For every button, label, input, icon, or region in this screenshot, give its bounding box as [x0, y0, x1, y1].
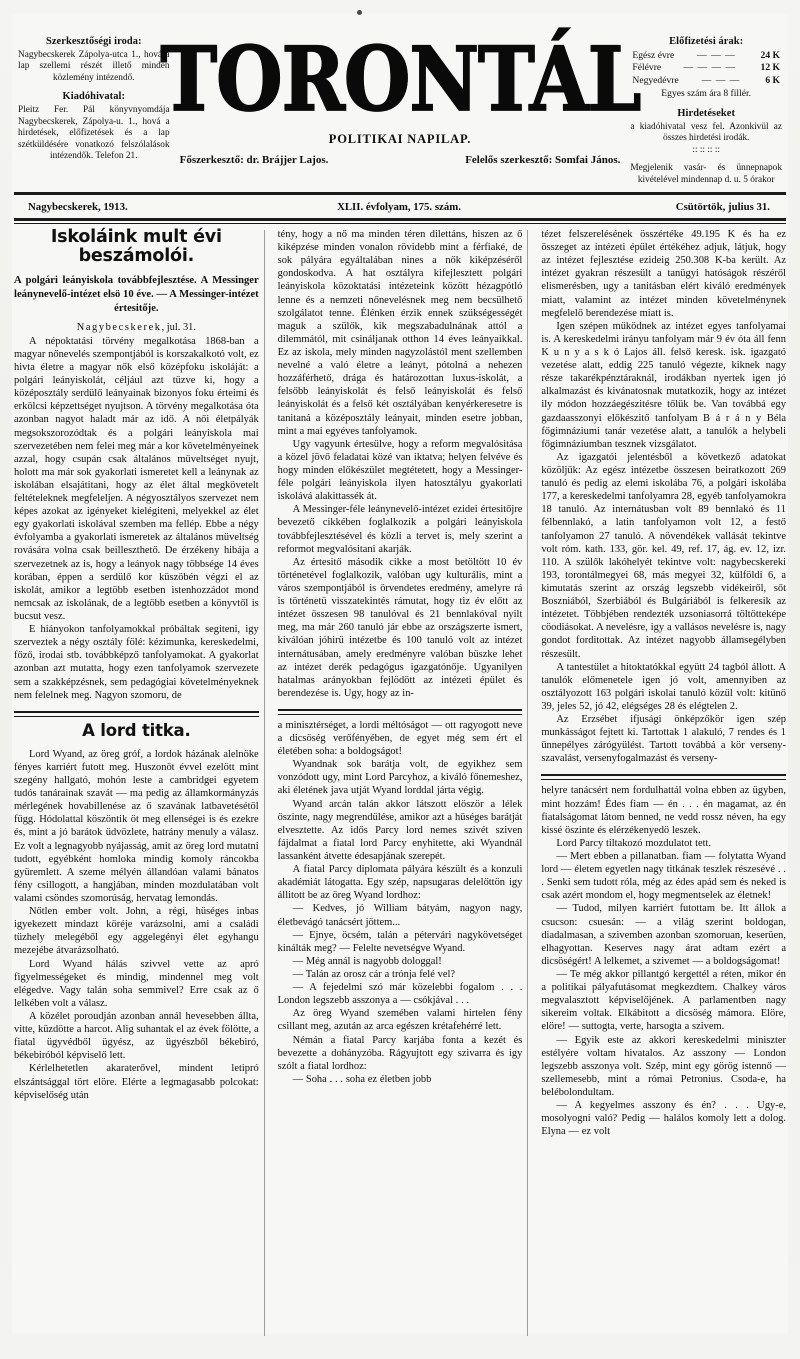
article-paragraph: Igen szépen müködnek az intézet egyes tanfolyamai is. A kereskedelmi irányu tanfolyam már 9 év óta áll fenn K u n y a s k ó Lajos áll. felső keresk. isk. igazgató vezetése alatt, eddig 225 tanuló végezte, kiknek nagy része takarékpénztáraknál, irodákban nyertek igen jó alkalmazást és kivánatosnak mutatkozik, hogy az intézet ily módon hozzáegészitésre tőlük be. Van továbbá egy gazdaasszonyi előkészitő tanfolyam B á r á n y Béla főgimnáziumi tanár vezetése alatt, a tanulók a helybeli főgimnáziumban tesznek vizsgálatot.: [541, 320, 786, 450]
price-amount: 12 K: [760, 62, 780, 74]
feuilleton-paragraph: Kérlelhetetlen akaraterővel, mindent letipró elszántsággal tört elöre. Elérte a legmagasabb polcokat: képviselőség után: [14, 1063, 259, 1101]
article-paragraph: tény, hogy a nő ma minden téren dilettáns, hiszen az ő kiképzése minden vonalon rövidebb mint a férfiaké, de sok pályára egyáltalában nines a nők kiképzéséről gondoskodva. A hat osztályra kifejlesztett polgári leányiskola közoktatási intézeteink között hézagpótló lenne és a nemzeti nőnevelésnek meg nem becsülhető szolgálatot tenne. Élénken érzik ennek szükségességét maguk a szülők, kik megszabadulnának attól a dilemmától, mit csináljanak otthon 14 éves leányaikkal. Ez az iskola, mely minden nagyzolástól ment szellemben nevelné a való életre a leányt, pótolná a nehezen hozzáférhető, drága és határozottan luxus-iskolát, a felsőbb leányiskolát és felső leányiskolát és felső leányiskolát és a felső két osztályában kenyérkeresetre is tanitaná a középosztály leányait, minden esetre jobban, mint a mai egyéves tanfolyamok.: [277, 229, 523, 437]
ads-marks: :: :: :: ::: [692, 144, 720, 155]
feuilleton-headline: A lord titka.: [82, 720, 191, 740]
feuilleton-divider: [14, 711, 259, 713]
publishing-office-title: Kiadóhivatal:: [62, 91, 126, 103]
feuilleton-paragraph: — Ejnye, öcsém, talán a pétervári nagykövetséget kinálták meg? — Felelte nevetségve Wyand.: [277, 929, 523, 954]
rule-below-datebar: [14, 218, 786, 221]
single-copy-price: Egyes szám ára 8 fillér.: [661, 88, 752, 100]
masthead-right-block: [626, 32, 786, 187]
feuilleton-paragraph: A fiatal Parcy diplomata pályára készült és a konzuli akadémiát látogatta. Egy szép, napsugaras delelőttön igy állitott be az öreg Wyand lordhoz:: [277, 864, 523, 902]
ads-body: a kiadóhivatal vesz fel. Azonkivül az összes hirdetési irodák.: [630, 121, 782, 144]
feuilleton-paragraph: Némán a fiatal Parcy karjába fonta a kezét és bevezette a dohányzóba. Rágyujtott egy szivarra és igy szólt a fiatal lordhoz:: [277, 1034, 523, 1072]
feuilleton-paragraph: — Tudod, milyen karriért futottam be. Itt állok a csucson: csuesán: — a világ szerint boldogan, diadalmasan, a szivemben azonban szomoruan, keserüen, elhagyottan. Keserves nagy árat adtam ezért a dicsöségért! A lelkemet, a szivemet — a boldogságomat!: [541, 903, 786, 967]
masthead: [14, 27, 786, 185]
ink-speck-artifact: [357, 10, 362, 15]
article-paragraph: A tantestület a hitoktatókkal együtt 24 tagból állott. A tanulók előmenetele igen jó volt, amennyiben az osztályozott 163 polgári iskolai tanuló közül volt: kitünő 39, jeles 52, jó 42, elégséges 28 és elégtelen 2.: [541, 661, 786, 712]
feuilleton-paragraph: helyre tanácsért nem fordulhattál volna ebben az ügyben, mint hozzám! Édes fiam — én . . . én magamat, az én fiatalságomat látom benned, ne vedd rossz néven, ha egy kissé öszinte és elérzékenyedö leszek.: [541, 785, 786, 836]
feuilleton-paragraph: Wyand arcán talán akkor látszott elöször a lélek öszinte, nagy megrendülése, amikor azt a hüséges barátját elvesztette. Az idős Parcy lord nemes szivét sziven fájdalmat a fiatal lord Parcy enyhitette, aki Wyandnál lassanként átvette édesapjának szerepét.: [277, 798, 523, 863]
feuilleton-divider: [278, 709, 523, 711]
feuilleton-divider: [541, 774, 786, 776]
masthead-left-block: [14, 32, 174, 163]
volume-and-issue: XLII. évfolyam, 175. szám.: [337, 201, 461, 213]
paper-tagline: POLITIKAI NAPILAP.: [328, 132, 472, 147]
date-bar: [14, 196, 786, 218]
article-paragraph: Ugy vagyunk értesülve, hogy a reform megvalósitása a közel jövő feladatai közé van iktatva; helyen felvéve és hogy minden előkészület megtétetett, hogy a Messinger-féle polgári leányiskola ilyen hatosztályu gyakorlati iskolává alakittassék át.: [277, 438, 523, 503]
price-label: Egész évre: [632, 49, 675, 61]
dateline-city: Nagybecskerek: [76, 321, 162, 333]
weekday-and-date: Csütörtök, julius 31.: [675, 201, 770, 213]
ads-title: Hirdetéseket: [677, 108, 736, 120]
article-paragraph: A Messinger-féle leánynevelő-intézet ezidei értesitőjre bevezető cikkében foglalkozik a polgári leányiskola továbbfejlesztésével és közli a tervet is, mely szerint a reformot megvalósitani akarják.: [277, 504, 523, 555]
feuilleton-paragraph: Az öreg Wyand szemében valami hirtelen fény csillant meg, azután az arca egészen krétafehérré lett.: [277, 1008, 523, 1033]
price-dashes: — — —: [697, 49, 736, 61]
spacer: [626, 156, 786, 163]
spacer: [626, 101, 786, 108]
article-paragraph: Az igazgatói jelentésből a következő adatokat közöljük: Az egész intézetbe összesen beiratkozott 269 tanuló és pedig az elemi iskolába 76, a polgári iskolába 177, a kereskedelmi tanfolyamra 28, egyéb tanfolyamokra 18 tanuló. Az internátusban volt 89 bennlakó és 11 félbennlakó, a latin tanfolyamon volt 12, a festő tanfolyamon 27 tanuló. A növendékek vallását tekintve volt róm. kath. 133, gör. kel. 49, ref. 17, ág. ev. 12, izr. 110. A szülők lakóhelyét tekintve volt: nagybecskereki 193, torontálmegyei 68, más megyei 32, külföldi 6, a kimutatás szerint az ország legszebb vidékeiről, sőt Boszniából, Szerbiából és Bulgáriából is felkeresik az intézetet. Többjében rendezték uzsoniasorrá töltötteképe cöodiásokat. A nevelésre, igy a vallásos nevelésre is, nagy gondot forditottak. Az intézet nagyobb államsegélyben részesült.: [541, 451, 786, 660]
feuilleton-paragraph: — Soha . . . soha ez életben jobb: [292, 1073, 432, 1085]
feuilleton-paragraph: a minisztérséget, a lordi méltóságot — ott ragyogott neve a dicsöség verőfényében, de egyet még sem ért el életében soha: a boldogságot!: [277, 719, 523, 758]
article-subheadline: A polgári leányiskola továbbfejlesztése. A Messinger leánynevelő-intézet elsö 10 éve. — A Messinger-intézet értesitője.: [14, 274, 259, 314]
column-1: [14, 228, 259, 1336]
feuilleton-paragraph: — A fejedelmi szó már közelebbi fogalom . . . London legszebb asszonya a — csókjával . . .: [277, 982, 523, 1007]
article-columns: [14, 228, 786, 1336]
article-headline: Iskoláink mult évi beszámolói.: [50, 227, 222, 267]
rule-below-datebar-thin: [14, 223, 786, 224]
feuilleton-paragraph: — Talán az orosz cár a trónja felé vel?: [292, 969, 456, 981]
feuilleton-paragraph: — Kedves, jó William bátyám, nagyon nagy, életbevágó tanácsért jöttem...: [277, 903, 523, 928]
feuilleton-paragraph: — Egyik este az akkori kereskedelmi miniszter estélyére voltam hivatalos. Az asszony — London legszebb asszonya volt. Szép, mint egy görög istennő — szellemesebb, mint a római Petronius. Csoda-e, ha belébolondultam.: [541, 1034, 786, 1098]
feuilleton-paragraph: — A kegyelmes asszony és én? . . . Ugy-e, mosolyogni való? Pedig — halálos komoly lett a dolog. Elyna — ez volt: [541, 1100, 786, 1138]
editorial-office-body: Nagybecskerek Zápolya-utca 1., hová a lap szellemi részét illető minden közlemény intézendő.: [18, 49, 170, 83]
price-amount: 6 K: [765, 74, 780, 86]
ads-schedule: Megjelenik vasár- és ünnepnapok kivételével mindennap d. u. 5 órakor: [630, 163, 782, 185]
editorial-office-title: Szerkesztőségi iroda:: [45, 36, 142, 47]
price-dashes: — — —: [701, 74, 741, 86]
feuilleton-paragraph: A közélet poroudján azonban annál hevesebben állta, vitte, küzdötte a harcot. Alig suhantak el az évek fölötte, a fiatal ügyvédből ügyész, az ügyészből békebiró, békebiróból képviselő lett.: [14, 1010, 259, 1062]
feuilleton-paragraph: — Te még akkor pillantgó kergettél a réten, mikor én a politikai pályafutásomat megkezdtem. Chalkey város megvalasztott képviselőjének. A parlamentben nagy sikereim voltak. Elkábitott a dicsöség mámora. Elöre, elöre! — suttogta, verte, harsogta a szivem.: [541, 969, 786, 1033]
feuilleton-paragraph: Wyandnak sok barátja volt, de egyikhez sem vonzódott ugy, mint Lord Parcyhoz, a kiváló főnemeshez, aki életének java utját Wyand lorddal járta végig.: [277, 759, 523, 797]
price-row: [626, 50, 786, 62]
responsible-editor: Felelős szerkesztő: Somfai János.: [465, 154, 621, 167]
price-label: Félévre: [632, 62, 662, 74]
publishing-office-body: Pleitz Fer. Pál könyvnyomdája Nagybecskerek, Zápolya-u. 1., hová a hirdetések, előfizetések és a lap szétküldésére vonatkozó felszólalások intézendők. Telefon 21.: [18, 105, 170, 162]
place-and-year: Nagybecskerek, 1913.: [28, 201, 128, 213]
feuilleton-paragraph: — Mert ebben a pillanatban. fiam — folytatta Wyand lord — életem egyetlen nagy titkának teszlek részesévé . . . Senki sem tudott róla, még az édes apád sem és neked is csak azért mondom el, hogy megmentselek az életnek!: [541, 851, 786, 902]
article-paragraph: E hiányokon tanfolyamokkal próbáltak segiteni, igy szerveztek a négy osztály fölé: kézimunka, kereskedelmi, főző, irodai stb. továbbképző tanfolyamokat. A gyakorlat azonban azt mutatta, hogy ezen tanfolyamok szervezete sem a szakképzésnek, sem pedagógiai követelményeknek nem felelnek meg. Nagyon szomoru, de: [14, 624, 259, 701]
article-paragraph: Az Erzsébet ifjusági önképzőkör igen szép munkásságot fejtett ki. Tartottak 1 alakuló, 7 rendes és 1 ünnepélyes zárógyülést. Tartott továbbá a kör verseny-szavalást, versenyfogalmazást és verseny-: [541, 714, 786, 765]
paper-logo-title: TORONTÁL: [160, 27, 640, 131]
column-2: [270, 228, 523, 1336]
column-separator: [264, 230, 265, 1336]
article-paragraph: tézet felszerelésének összértéke 49.195 K és ha ez összeget az intézeti épület értékéhez adjuk, látjuk, hogy az intézet fejlesztése ezideig 250.308 K-ba került. Az intézet gyakran részesült a tanügyi hatóságok részéről elismerésben, ugy a tanitásban elért kiváló eredmények miatt, valamint az intézet minden követelménynek megfelelő berendezése miatt is.: [541, 229, 786, 319]
feuilleton-paragraph: — Még annál is nagyobb dologgal!: [292, 955, 442, 967]
spacer: [14, 84, 174, 91]
price-row: [626, 75, 786, 87]
feuilleton-paragraph: Nőtlen ember volt. John, a régi, hüséges inbas igyekezett mindazt köréje varázsolni, ami a családi tüzhely melegéből egy aggelegényi élet egyhangu mezejébe átvarázsolható.: [14, 906, 259, 957]
article-paragraph: A népoktatási törvény megalkotása 1868-ban a magyar nőnevelés szempontjából is korszakalkotó volt, ez hivta életre a magyar nők első középfoku iskoláját: a polgári leányiskolát, céljául azt tüzve ki, hogy a középosztály serdülő leányainak bizonyos foku érteimi és erkölcsi képzettséget nyujtson. A törvény megalkotása óta azonban nagyot haladt már az idő. A női életpályák megsokszorozódtak és a polgári leányiskola mai szervezetében nem felei meg már a kor követelményeinek azzal, hogy csupán csak általános müveltséget nyujt, holott ma már sok gyakorlati ismeretet kell a leánynak az iskolában elsajátitani, hogy az élet által megkövetelt feltételeknek megfeleljen. A négyosztályos szervezet nem képes azokat az igényeket kielégiteni, melyekkel az élet egy gyakorlati iskolával szemben ma fellép. Ebbe a négy évfolyamba a gyakorlati ismeretek az általános müveltség rovására volna csak beilleszthető. De érzékeny hibája a szervezetnek az is, hogy a leányok nagy többsége 14 éves korában, éppen a serdülő kor küszöbén végzi el az iskolát, amikor a legtöbb esetben istenhozzádot mond nemcsak az iskolának, de a legtöbb esetben a könyvtől is bucsut vesz.: [14, 335, 259, 623]
feuilleton-paragraph: Lord Parcy tiltakozó mozdulatot tett.: [556, 837, 712, 849]
editors-line: [174, 154, 627, 166]
prices-title: Előfizetési árak:: [669, 36, 744, 47]
editor-in-chief: Főszerkesztő: dr. Brájjer Lajos.: [179, 154, 329, 167]
masthead-center-block: [160, 27, 640, 167]
column-3: [533, 228, 786, 1336]
price-dashes: — — — —: [683, 62, 737, 74]
price-label: Negyedévre: [632, 74, 679, 86]
column-separator: [527, 230, 528, 1336]
article-dateline: [14, 322, 259, 333]
feuilleton-paragraph: Lord Wyand, az öreg gróf, a lordok házának alelnöke fényes karriért futott meg. Huszonöt évvel ezelött mint szegény hallgató, mohón leste a cambridgei egyetem tudós tanárainak szavát — ma pedig az államkormányzás mérlegének hovabillenése az ő szavának latbavetésétöl függ. Hódolattal köszöntik öt meg ellenségei is és ezekre és, mint a jó barátok üdvözlete, hatrány menuly a válasz. Ez volt a legnagyobb nyájasság, amit az öreg lord mutatni tudott, egyébként homloka mindig komoly ráncokba gyüremlett. A szeme mélyén állandóan valami bánatos fény csillogott, a hangjában, minden mozdulatában volt valami csöndes szomorúság, hervatag lemondás.: [14, 748, 259, 904]
price-row: [626, 62, 786, 74]
dateline-date: , jul. 31.: [161, 321, 196, 333]
article-paragraph: Az értesitő második cikke a most betöltött 10 év történetével foglalkozik, valóban ugy kulturális, mint a város szempontjából is örvendetes eredmény, amelyre rá is történetü visszatekintés rámutat, hogy tiz év előtt az intézet összesen 98 tanulóval és 21 bennlakóval nyilt meg, ma már 260 tanuló jár ebbe az országszerte ismert, kiválóan jóhirü intézetbe és 100 tanuló volt az intézet internátusában, amely eredményre valóban büszke lehet az intézet derék pedagógus igazgatónője. Ugyanilyen hatalmas arányokban fejlödött az intézeti épület és berendezése is. Ugy, hogy az in-: [277, 556, 523, 699]
feuilleton-paragraph: Lord Wyand hálás szivvel vette az apró figyelmességeket és mindig, mindennel meg volt elégedve. Vagy talán soha semmivel? Erre csak az ő lelkében volt a válasz.: [14, 958, 259, 1009]
price-amount: 24 K: [760, 49, 780, 61]
rule-above-datebar: [14, 192, 786, 195]
